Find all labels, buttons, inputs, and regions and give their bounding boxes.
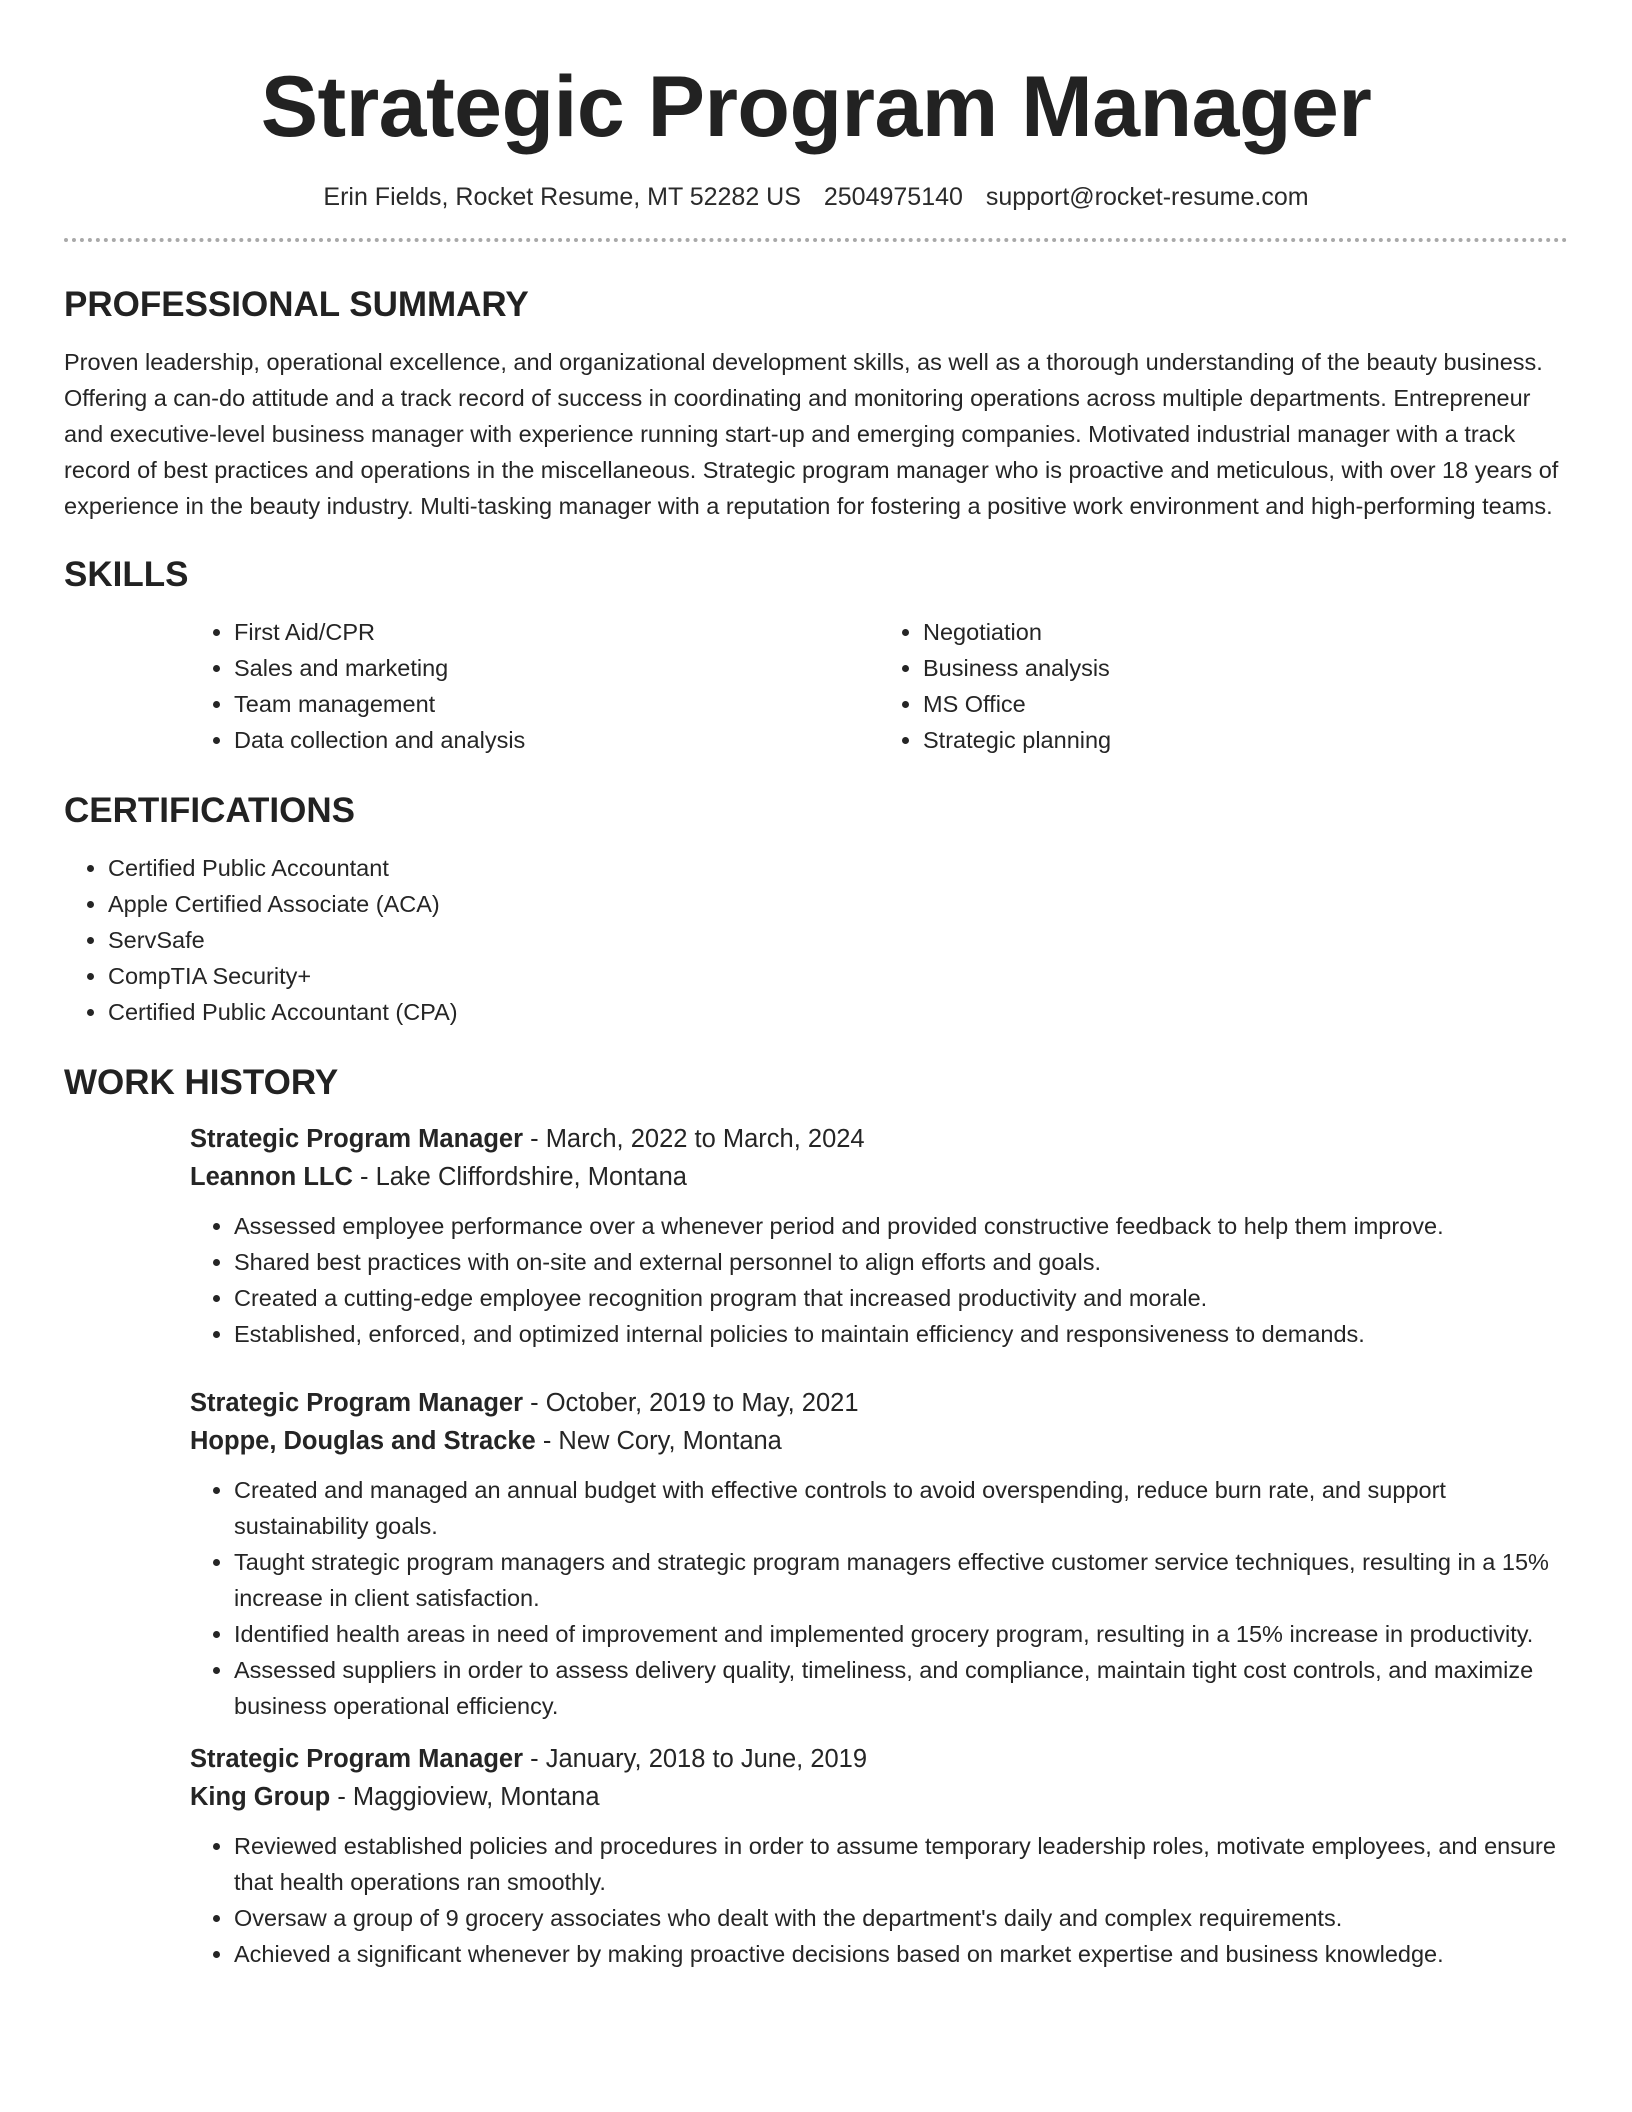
job-bullet: • Oversaw a group of 9 grocery associates who dealt with the department's daily and complex requirements. xyxy=(234,1900,1568,1936)
skill-item: • Data collection and analysis xyxy=(234,722,879,758)
job-bullets xyxy=(190,1828,1568,1972)
skills-column-right xyxy=(879,614,1568,758)
job-bullet: • Assessed suppliers in order to assess delivery quality, timeliness, and compliance, maintain tight cost controls, and maximize business operational efficiency. xyxy=(234,1652,1568,1724)
job-company-line xyxy=(190,1422,1568,1460)
job-bullet: • Identified health areas in need of improvement and implemented grocery program, resulting in a 15% increase in productivity. xyxy=(234,1616,1568,1652)
certifications-heading: CERTIFICATIONS xyxy=(64,791,356,831)
job-bullet: • Taught strategic program managers and strategic program managers effective customer service techniques, resulting in a 15% increase in client satisfaction. xyxy=(234,1544,1568,1616)
work-history-heading: WORK HISTORY xyxy=(64,1063,339,1103)
header-divider xyxy=(64,238,1568,242)
job-title-line xyxy=(190,1740,1568,1778)
contact-line xyxy=(64,181,1568,214)
summary-text: Proven leadership, operational excellence, and organizational development skills, as well as a thorough understanding of the beauty business. Offering a can-do attitude and a track record of success in coordinating and monitoring operations across multiple departments. Entrepreneur and executive-level business manager with experience running start-up and emerging companies. Motivated industrial manager with a track record of best practices and operations in the miscellaneous. Strategic program manager who is proactive and meticulous, with over 18 years of experience in the beauty industry. Multi-tasking manager with a reputation for fostering a positive work environment and high-performing teams. xyxy=(64,349,1559,520)
job-bullet: • Created a cutting-edge employee recognition program that increased productivity and morale. xyxy=(234,1280,1568,1316)
job-title-line xyxy=(190,1384,1568,1422)
certification-item: • Apple Certified Associate (ACA) xyxy=(108,886,1568,922)
job-company-line xyxy=(190,1778,1568,1816)
skill-item: • MS Office xyxy=(923,686,1568,722)
job-bullet: • Assessed employee performance over a whenever period and provided constructive feedback to help them improve. xyxy=(234,1208,1568,1244)
skills-heading: SKILLS xyxy=(64,555,189,595)
job-location: - Maggioview, Montana xyxy=(330,1783,600,1812)
resume-page xyxy=(64,0,1568,1972)
certification-item: • CompTIA Security+ xyxy=(108,958,1568,994)
skill-item: • Strategic planning xyxy=(923,722,1568,758)
skill-item: • Business analysis xyxy=(923,650,1568,686)
contact-email: support@rocket-resume.com xyxy=(985,182,1309,211)
job-bullet: • Established, enforced, and optimized internal policies to maintain efficiency and responsiveness to demands. xyxy=(234,1316,1568,1352)
resume-title: Strategic Program Manager xyxy=(260,59,1372,155)
job-company-line xyxy=(190,1158,1568,1196)
job-entry xyxy=(190,1120,1568,1352)
job-role: Strategic Program Manager xyxy=(190,1745,524,1774)
skill-item: • Negotiation xyxy=(923,614,1568,650)
job-bullet: • Created and managed an annual budget with effective controls to avoid overspending, reduce burn rate, and support sustainability goals. xyxy=(234,1472,1568,1544)
summary-heading: PROFESSIONAL SUMMARY xyxy=(64,285,529,325)
job-company: Hoppe, Douglas and Stracke xyxy=(190,1427,536,1456)
job-role: Strategic Program Manager xyxy=(190,1125,524,1154)
job-bullets xyxy=(190,1472,1568,1724)
job-location: - Lake Cliffordshire, Montana xyxy=(352,1163,687,1192)
contact-phone: 2504975140 xyxy=(823,182,963,211)
certification-item: • ServSafe xyxy=(108,922,1568,958)
job-dates: - January, 2018 to June, 2019 xyxy=(523,1745,868,1774)
job-title-line xyxy=(190,1120,1568,1158)
job-bullet: • Achieved a significant whenever by making proactive decisions based on market expertise and business knowledge. xyxy=(234,1936,1568,1972)
job-dates: - March, 2022 to March, 2024 xyxy=(523,1125,865,1154)
job-bullets xyxy=(190,1208,1568,1352)
job-location: - New Cory, Montana xyxy=(535,1427,782,1456)
job-dates: - October, 2019 to May, 2021 xyxy=(523,1389,859,1418)
skills-list xyxy=(190,614,1568,758)
certifications-list xyxy=(64,850,1568,1030)
job-bullet: • Reviewed established policies and procedures in order to assume temporary leadership roles, motivate employees, and ensure that health operations ran smoothly. xyxy=(234,1828,1568,1900)
job-company: Leannon LLC xyxy=(190,1163,353,1192)
job-company: King Group xyxy=(190,1783,331,1812)
job-entry xyxy=(190,1740,1568,1972)
skill-item: • Sales and marketing xyxy=(234,650,879,686)
skill-item: • First Aid/CPR xyxy=(234,614,879,650)
certification-item: • Certified Public Accountant (CPA) xyxy=(108,994,1568,1030)
job-bullet: • Shared best practices with on-site and external personnel to align efforts and goals. xyxy=(234,1244,1568,1280)
skills-column-left xyxy=(190,614,879,758)
skill-item: • Team management xyxy=(234,686,879,722)
job-role: Strategic Program Manager xyxy=(190,1389,524,1418)
job-entry xyxy=(190,1384,1568,1724)
certification-item: • Certified Public Accountant xyxy=(108,850,1568,886)
contact-address: Erin Fields, Rocket Resume, MT 52282 US xyxy=(323,182,801,211)
